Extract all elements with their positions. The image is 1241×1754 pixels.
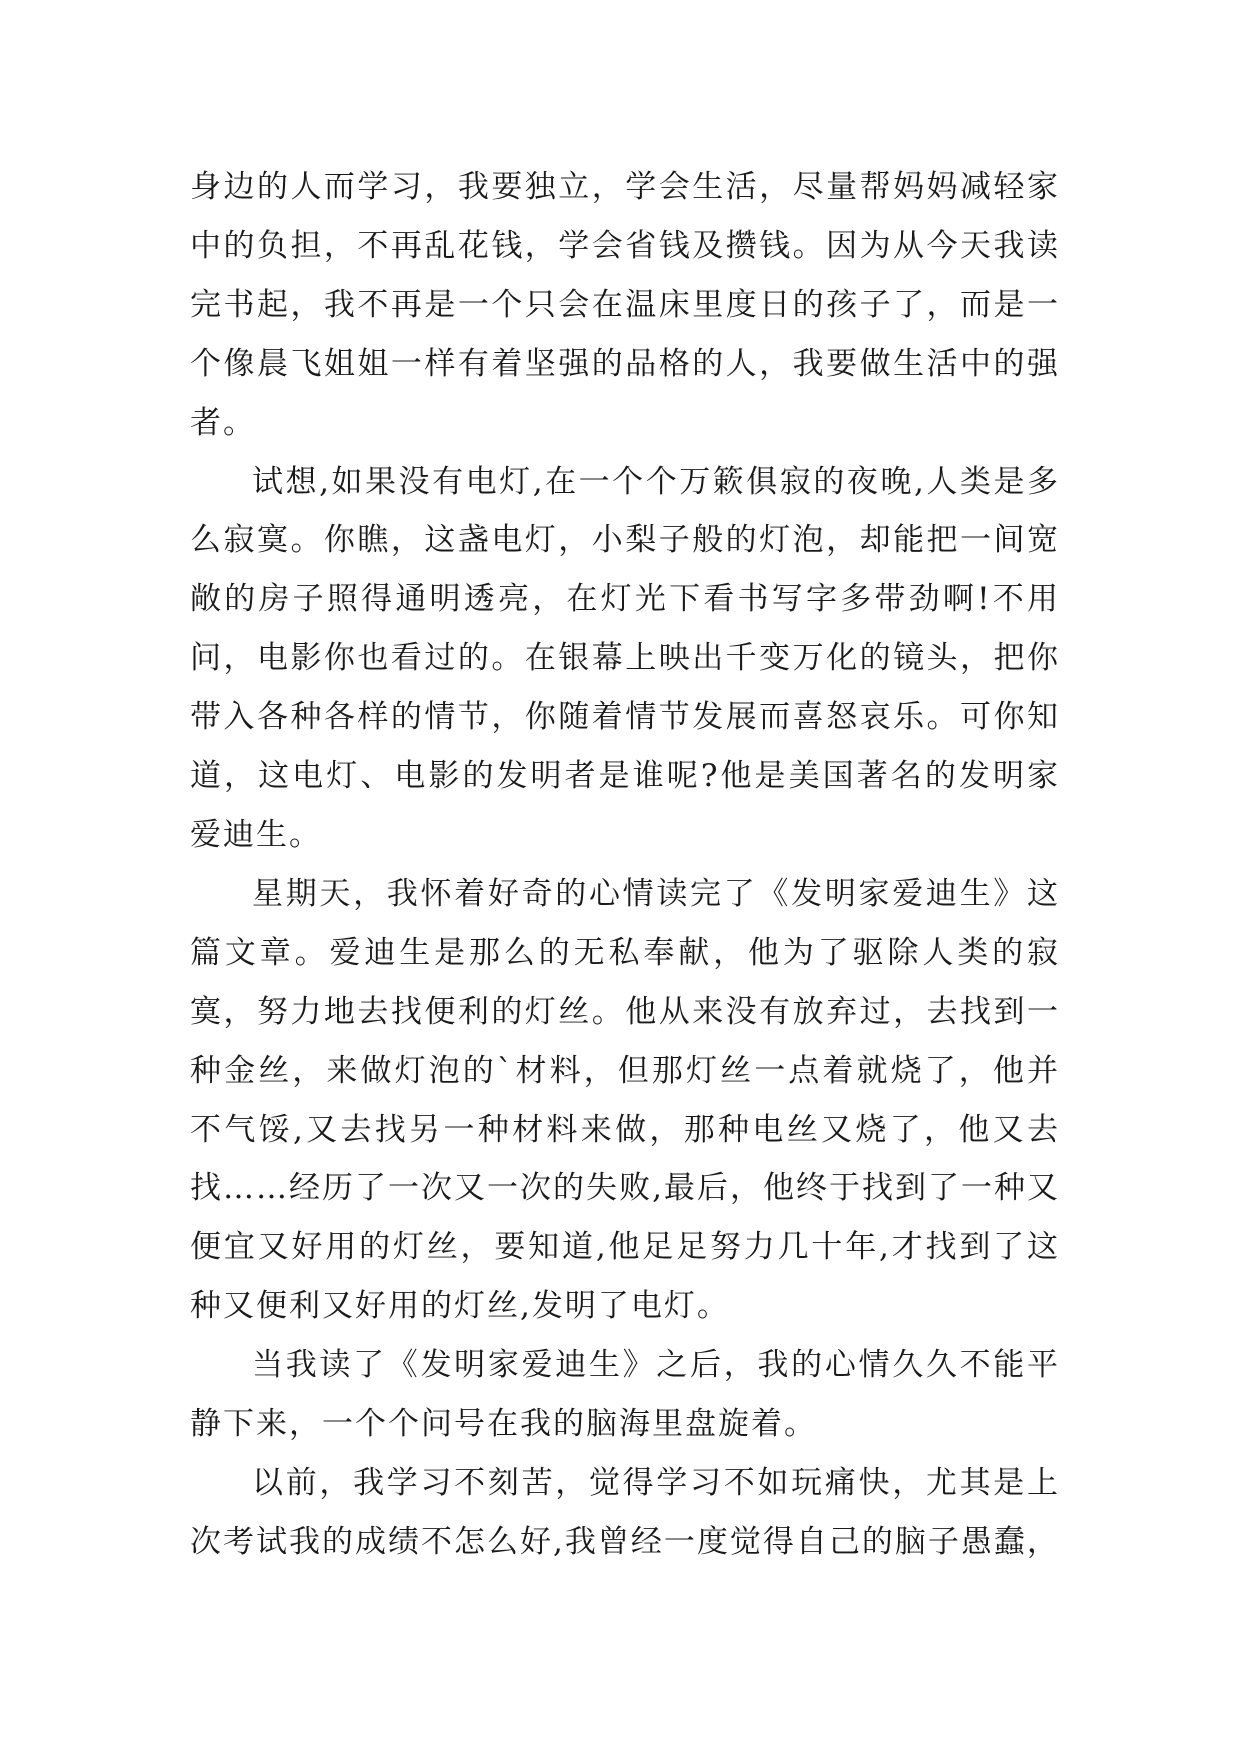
paragraph-5: 以前，我学习不刻苦，觉得学习不如玩痛快，尤其是上次考试我的成绩不怎么好,我曾经一度觉得自己的脑子愚蠢， (190, 1464, 1060, 1560)
body-text (190, 158, 1060, 1572)
paragraph-1: 身边的人而学习，我要独立，学会生活，尽量帮妈妈减轻家中的负担，不再乱花钱，学会省钱及攒钱。因为从今天我读完书起，我不再是一个只会在温床里度日的孩子了，而是一个像晨飞姐姐一样有着坚强的品格的人，我要做生活中的强者。 (190, 169, 1060, 441)
paragraph-4: 当我读了《发明家爱迪生》之后，我的心情久久不能平静下来，一个个问号在我的脑海里盘旋着。 (190, 1347, 1060, 1443)
paragraph-3: 星期天，我怀着好奇的心情读完了《发明家爱迪生》这篇文章。爱迪生是那么的无私奉献，他为了驱除人类的寂寞，努力地去找便利的灯丝。他从来没有放弃过，去找到一种金丝，来做灯泡的`材料，但那灯丝一点着就烧了，他并不气馁,又去找另一种材料来做，那种电丝又烧了，他又去找……经历了一次又一次的失败,最后，他终于找到了一种又便宜又好用的灯丝，要知道,他足足努力几十年,才找到了这种又便利又好用的灯丝,发明了电灯。 (190, 875, 1060, 1325)
paragraph-2: 试想,如果没有电灯,在一个个万簌俱寂的夜晚,人类是多么寂寞。你瞧，这盏电灯，小梨子般的灯泡，却能把一间宽敞的房子照得通明透亮，在灯光下看书写字多带劲啊!不用问，电影你也看过的。在银幕上映出千变万化的镜头，把你带入各种各样的情节，你随着情节发展而喜怒哀乐。可你知道，这电灯、电影的发明者是谁呢?他是美国著名的发明家爱迪生。 (190, 463, 1060, 853)
